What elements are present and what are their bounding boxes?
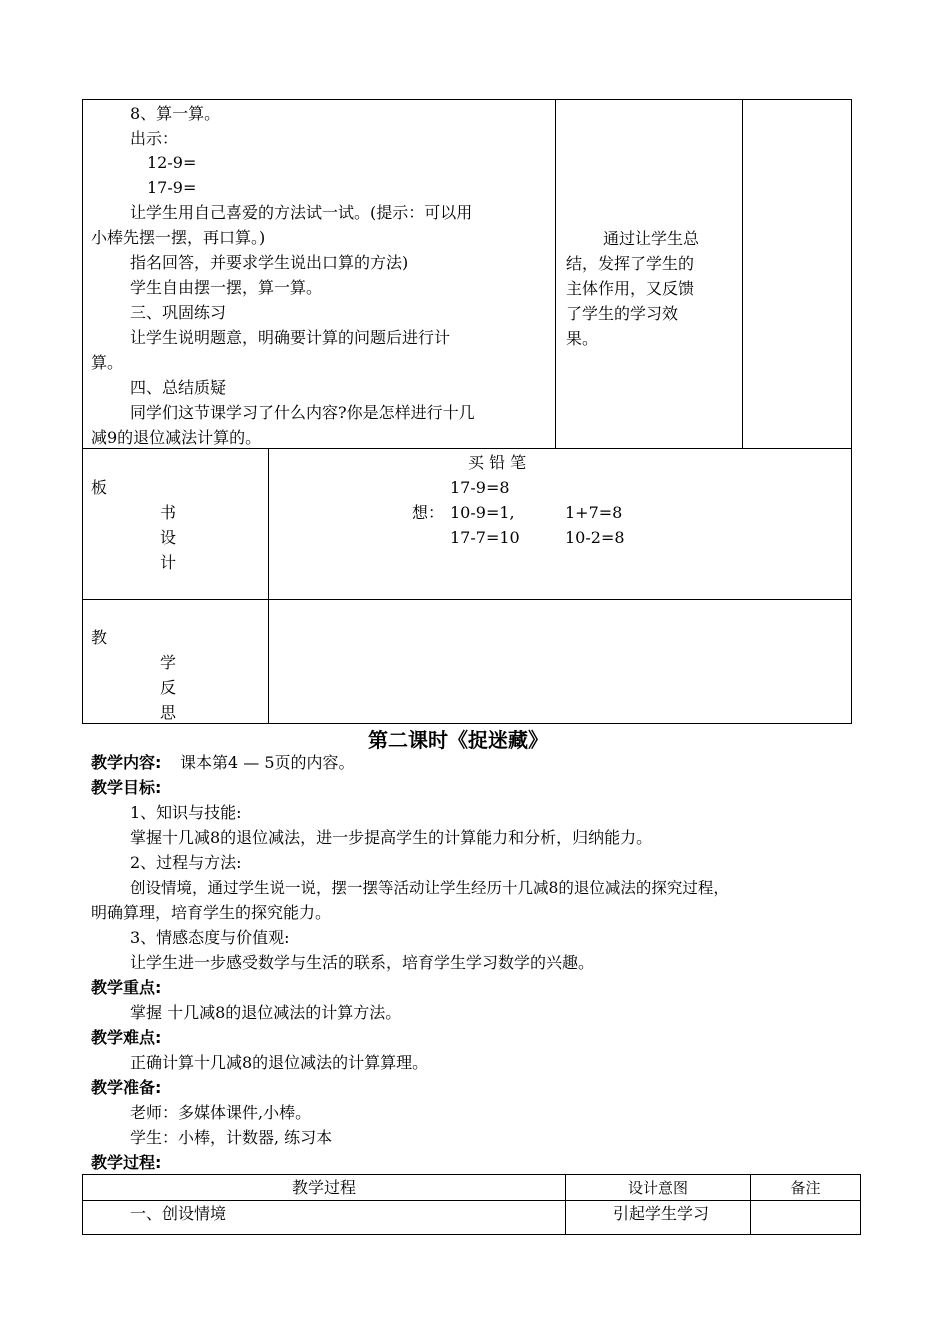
- process-line: 指名回答，并要求学生说出口算的方法): [130, 253, 409, 272]
- board-equation: 10-2=8: [565, 528, 625, 547]
- process-line: 三、巩固练习: [130, 303, 227, 322]
- goal2-text: 明确算理，培育学生的探究能力。: [91, 903, 332, 922]
- process-line: 出示：: [130, 129, 179, 148]
- process-line: 让学生用自己喜爱的方法试一试。(提示：可以用: [130, 203, 473, 222]
- prep-student: 学生：小棒，计数器, 练习本: [130, 1128, 333, 1147]
- intent-line: 通过让学生总: [603, 229, 700, 248]
- reflection-label: 反: [160, 678, 177, 697]
- board-label: 计: [160, 553, 177, 572]
- prep-label: 教学准备:: [91, 1078, 162, 1097]
- table2-header: 教学过程: [291, 1178, 356, 1197]
- process-line: 让学生说明题意，明确要计算的问题后进行计: [130, 328, 451, 347]
- lesson-title: 第二课时《捉迷藏》: [368, 728, 548, 752]
- goal2-title: 2、过程与方法:: [130, 853, 242, 872]
- key-label: 教学重点:: [91, 978, 162, 997]
- board-equation: 17-9=8: [450, 478, 510, 497]
- board-label: 设: [160, 528, 177, 547]
- intent-line: 结，发挥了学生的: [566, 254, 695, 273]
- table2-cell: 引起学生学习: [613, 1204, 710, 1223]
- table2-header: 备注: [790, 1179, 821, 1197]
- reflection-label: 学: [160, 653, 177, 672]
- goal2-text: 创设情境，通过学生说一说，摆一摆等活动让学生经历十几减8的退位减法的探究过程，: [130, 879, 729, 897]
- reflection-label: 教: [91, 628, 108, 647]
- goal3-text: 让学生进一步感受数学与生活的联系，培育学生学习数学的兴趣。: [130, 953, 595, 972]
- prep-teacher: 老师：多媒体课件,小棒。: [130, 1103, 312, 1122]
- content-text: 课本第4 — 5页的内容。: [180, 753, 355, 772]
- goals-label: 教学目标:: [91, 778, 162, 797]
- difficulty-text: 正确计算十几减8的退位减法的计算算理。: [130, 1053, 429, 1072]
- table2-cell: 一、创设情境: [130, 1204, 227, 1223]
- process-label: 教学过程:: [91, 1153, 162, 1172]
- process-line: 17-9=: [147, 178, 197, 197]
- process-line: 12-9=: [147, 153, 197, 172]
- board-label: 板: [91, 478, 108, 497]
- board-equation: 10-9=1,: [450, 503, 515, 522]
- key-text: 掌握 十几减8的退位减法的计算方法。: [130, 1003, 402, 1022]
- content-label: 教学内容:: [91, 753, 162, 772]
- process-line: 8、算一算。: [130, 104, 221, 123]
- reflection-label: 思: [160, 703, 177, 722]
- board-heading: 买 铅 笔: [468, 453, 527, 472]
- difficulty-label: 教学难点:: [91, 1028, 162, 1047]
- process-line: 同学们这节课学习了什么内容?你是怎样进行十几: [130, 403, 475, 422]
- process-line: 算。: [91, 353, 124, 372]
- process-line: 小棒先摆一摆，再口算。): [91, 228, 266, 247]
- process-line: 四、总结质疑: [130, 378, 227, 397]
- goal1-text: 掌握十几减8的退位减法，进一步提高学生的计算能力和分析，归纳能力。: [130, 828, 653, 847]
- table2-header: 设计意图: [627, 1179, 688, 1197]
- process-line: 减9的退位减法计算的。: [91, 428, 262, 447]
- goal3-title: 3、情感态度与价值观:: [130, 928, 290, 947]
- intent-line: 了学生的学习效: [566, 304, 679, 323]
- board-equation: 1+7=8: [565, 503, 623, 522]
- board-label: 书: [160, 503, 177, 522]
- intent-line: 主体作用，又反馈: [566, 279, 695, 298]
- intent-line: 果。: [566, 329, 599, 348]
- goal1-title: 1、知识与技能:: [130, 803, 242, 822]
- board-think: 想：: [412, 503, 445, 522]
- process-line: 学生自由摆一摆，算一算。: [130, 278, 323, 297]
- board-equation: 17-7=10: [450, 528, 520, 547]
